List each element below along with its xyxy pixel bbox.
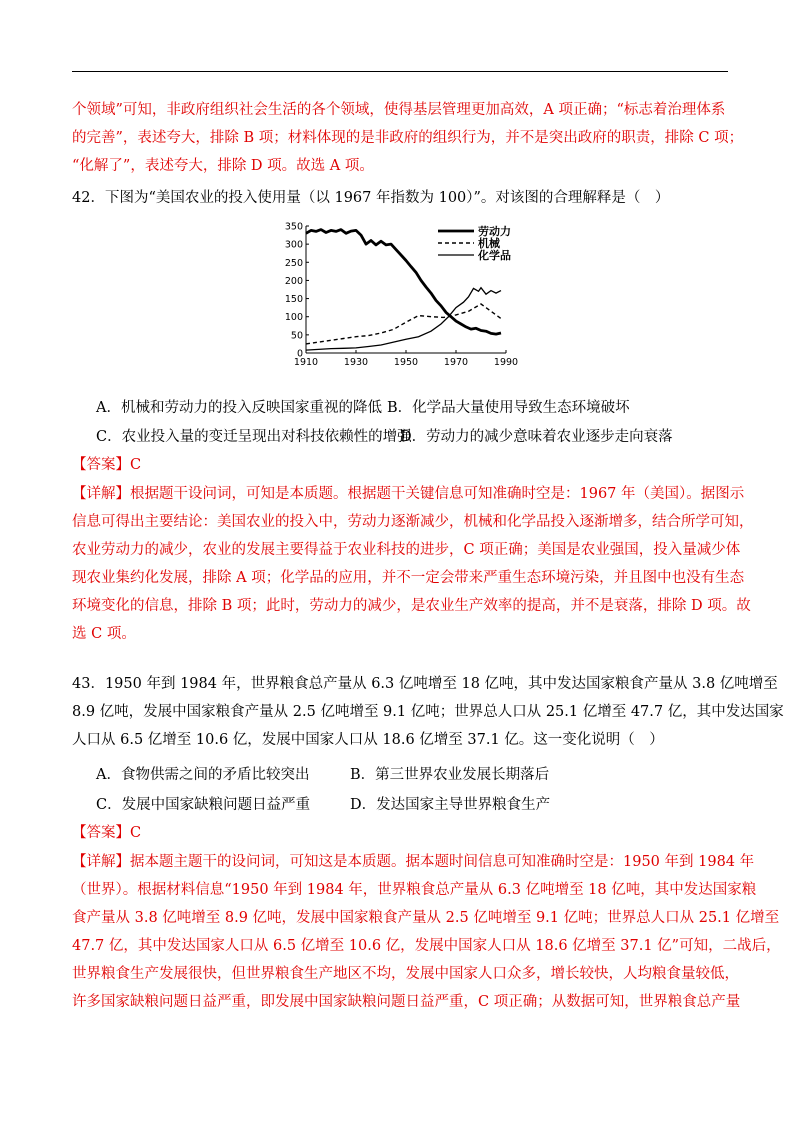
text-line: 42．下图为“美国农业的投入使用量（以 1967 年指数为 100）”。对该图的合理解释是（ ）	[72, 190, 670, 206]
text-line: 8.9 亿吨，发展中国家粮食产量从 2.5 亿吨增至 9.1 亿吨；世界总人口从 25.1 亿增至 47.7 亿，其中发达国家	[72, 704, 784, 720]
y-tick-label: 200	[284, 275, 303, 287]
text-line: 【详解】根据题干设问词，可知是本质题。根据题干关键信息可知准确时空是：1967 年（美国）。据图示	[72, 486, 745, 502]
y-tick-label: 300	[284, 239, 303, 251]
series-line-1	[306, 230, 501, 335]
q43-option-a: A．食物供需之间的矛盾比较突出	[96, 767, 310, 783]
text-line: 选 C 项。	[72, 626, 136, 642]
legend-label-2: 机械	[478, 237, 500, 250]
answer-label: 【答案】C	[72, 457, 142, 473]
intro-explanation	[72, 96, 744, 180]
series-line-2	[306, 304, 501, 344]
legend-label-1: 劳动力	[478, 225, 511, 238]
x-tick-label: 1910	[293, 357, 319, 368]
header-rule	[72, 71, 728, 72]
text-line: 食产量从 3.8 亿吨增至 8.9 亿吨，发展中国家粮食产量从 2.5 亿吨增至 9.1 亿吨；世界总人口从 25.1 亿增至	[72, 910, 780, 926]
q42-option-b: B．化学品大量使用导致生态环境破坏	[387, 400, 630, 416]
q42-option-a: A．机械和劳动力的投入反映国家重视的降低	[96, 400, 382, 416]
legend-label-3: 化学品	[478, 249, 511, 262]
text-line: 【详解】据本题主题干的设问词，可知这是本质题。据本题时间信息可知准确时空是：1950 年到 1984 年	[72, 854, 755, 870]
text-line: （世界）。根据材料信息“1950 年到 1984 年，世界粮食总产量从 6.3 亿吨增至 18 亿吨，其中发达国家粮	[72, 882, 757, 898]
q43-option-b: B．第三世界农业发展长期落后	[350, 767, 550, 783]
text-line: 人口从 6.5 亿增至 10.6 亿，发展中国家人口从 18.6 亿增至 37.1 亿。这一变化说明（ ）	[72, 732, 664, 748]
x-tick-label: 1970	[443, 357, 469, 368]
agriculture-input-chart	[278, 218, 538, 368]
text-line: 个领域”可知，非政府组织社会生活的各个领域，使得基层管理更加高效，A 项正确；“标志着治理体系	[72, 102, 726, 118]
q43-option-c: C．发展中国家缺粮问题日益严重	[96, 797, 311, 813]
chart-series-layer	[306, 230, 501, 351]
y-tick-label: 100	[284, 312, 303, 324]
x-tick-label: 1950	[393, 357, 419, 368]
text-line: 许多国家缺粮问题日益严重，即发展中国家缺粮问题日益严重，C 项正确；从数据可知，世界粮食总产量	[72, 994, 741, 1010]
text-line: 43．1950 年到 1984 年，世界粮食总产量从 6.3 亿吨增至 18 亿吨，其中发达国家粮食产量从 3.8 亿吨增至	[72, 676, 778, 692]
q42-option-c: C．农业投入量的变迁呈现出对科技依赖性的增强	[96, 429, 412, 445]
q43-option-d: D．发达国家主导世界粮食生产	[350, 797, 551, 813]
answer-label: 【答案】C	[72, 825, 142, 841]
q43-answer	[72, 819, 728, 847]
chart-legend	[438, 224, 511, 262]
x-tick-label: 1930	[343, 357, 369, 368]
y-tick-label: 150	[284, 294, 303, 306]
y-tick-label: 350	[284, 221, 303, 233]
q43-explanation	[72, 848, 781, 1016]
y-tick-label: 0	[296, 348, 303, 360]
text-line: 47.7 亿，其中发达国家人口从 6.5 亿增至 10.6 亿，发展中国家人口从 18.6 亿增至 37.1 亿”可知，二战后，	[72, 938, 781, 954]
series-line-3	[306, 288, 501, 350]
q42-explanation	[72, 480, 754, 648]
text-line: 现农业集约化发展，排除 A 项；化学品的应用，并不一定会带来严重生态环境污染，并且图中也没有生态	[72, 570, 745, 586]
y-tick-label: 250	[284, 257, 303, 269]
text-line: “化解了”，表述夸大，排除 D 项。故选 A 项。	[72, 158, 374, 174]
q42-option-d: D．劳动力的减少意味着农业逐步走向衰落	[400, 429, 673, 445]
x-tick-label: 1990	[493, 357, 519, 368]
text-line: 世界粮食生产发展很快，但世界粮食生产地区不均，发展中国家人口众多，增长较快，人均粮食量较低，	[72, 966, 739, 982]
question-42-stem	[72, 184, 728, 212]
text-line: 信息可得出主要结论：美国农业的投入中，劳动力逐渐减少，机械和化学品投入逐渐增多，结合所学可知，	[72, 514, 754, 530]
q42-answer	[72, 451, 728, 479]
y-tick-label: 50	[290, 330, 303, 342]
text-line: 环境变化的信息，排除 B 项；此时，劳动力的减少，是农业生产效率的提高，并不是衰落，排除 D 项。故	[72, 598, 751, 614]
text-line: 的完善”，表述夸大，排除 B 项；材料体现的是非政府的组织行为，并不是突出政府的职责，排除 C 项；	[72, 130, 744, 146]
question-43-stem	[72, 670, 784, 754]
text-line: 农业劳动力的减少，农业的发展主要得益于农业科技的进步，C 项正确；美国是农业强国，投入量减少体	[72, 542, 741, 558]
